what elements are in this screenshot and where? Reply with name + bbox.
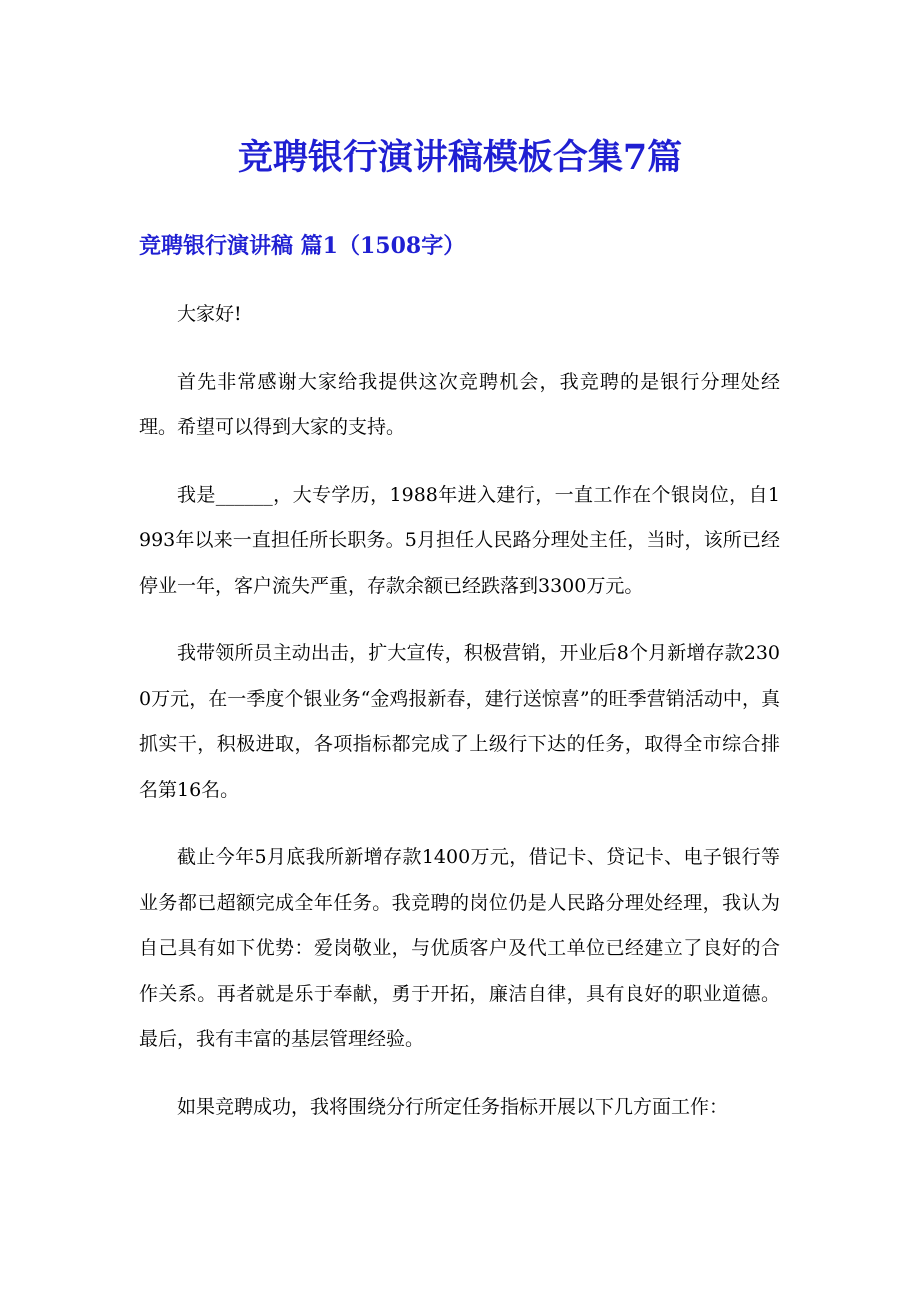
paragraph: 首先非常感谢大家给我提供这次竞聘机会，我竞聘的是银行分理处经理。希望可以得到大家的支持。 (139, 370, 780, 438)
paragraph: 大家好! (177, 303, 242, 325)
paragraph: 如果竞聘成功，我将围绕分行所定任务指标开展以下几方面工作： (177, 1095, 729, 1118)
document-body (139, 292, 780, 1130)
document-title: 竞聘银行演讲稿模板合集7篇 (237, 137, 683, 178)
paragraph: 我是______，大专学历，1988年进入建行，一直工作在个银岗位，自1993年以来一直担任所长职务。5月担任人民路分理处主任，当时，该所已经停业一年，客户流失严重，存款余额已经跌落到3300万元。 (139, 483, 780, 597)
paragraph: 我带领所员主动出击，扩大宣传，积极营销，开业后8个月新增存款2300万元，在一季度个银业务“金鸡报新春，建行送惊喜”的旺季营销活动中，真抓实干，积极进取，各项指标都完成了上级行下达的任务，取得全市综合排名第16名。 (139, 642, 780, 801)
section-heading: 竞聘银行演讲稿 篇1（1508字） (139, 233, 466, 259)
paragraph: 截止今年5月底我所新增存款1400万元，借记卡、贷记卡、电子银行等业务都已超额完成全年任务。我竞聘的岗位仍是人民路分理处经理，我认为自己具有如下优势：爱岗敬业，与优质客户及代工单位已经建立了良好的合作关系。再者就是乐于奉献，勇于开拓，廉洁自律，具有良好的职业道德。最后，我有丰富的基层管理经验。 (139, 846, 780, 1050)
